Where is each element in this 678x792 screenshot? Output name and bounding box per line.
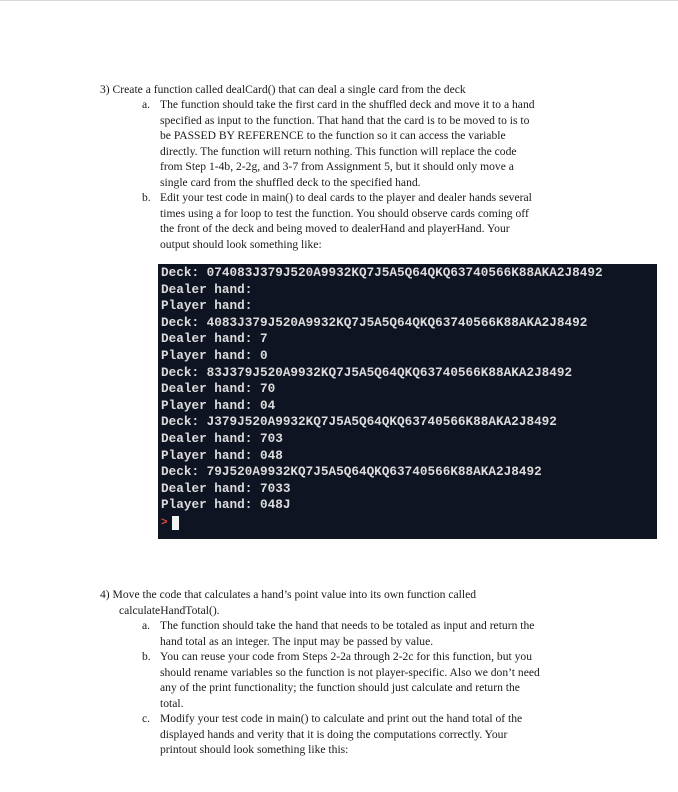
text-line: You can reuse your code from Steps 2-2a through 2-2c for this function, but you [160, 650, 533, 663]
item-4c-text [160, 711, 522, 758]
cursor-icon [172, 516, 179, 530]
item-3b-marker: b. [142, 191, 151, 204]
terminal-line: Dealer hand: 703 [161, 430, 283, 446]
item-3a-marker: a. [142, 98, 151, 111]
prompt-arrow-icon: > [161, 516, 168, 529]
text-line: single card from the shuffled deck to the specified hand. [160, 175, 421, 189]
item-4b-marker: b. [142, 650, 151, 663]
terminal-line: Deck: 83J379J520A9932KQ7J5A5Q64QKQ63740566K88AKA2J8492 [161, 364, 573, 380]
text-line: The function should take the first card in the shuffled deck and move it to a hand [160, 98, 535, 111]
text-line: directly. The function will return nothing. This function will replace the code [160, 144, 517, 158]
text-line: specified as input to the function. That hand that the card is to be moved to is to [160, 113, 530, 127]
text-line: the front of the deck and being moved to dealerHand and playerHand. Your [160, 222, 510, 236]
terminal-line: Dealer hand: 7033 [161, 480, 291, 496]
text-line: be PASSED BY REFERENCE to the function so it can access the variable [160, 129, 506, 143]
item-4a-marker: a. [142, 619, 151, 632]
terminal-line: Player hand: 04 [161, 397, 276, 413]
text-line: The function should take the hand that needs to be totaled as input and return the [160, 619, 535, 632]
text-line: hand total as an integer. The input may be passed by value. [160, 634, 434, 648]
text-line: any of the print functionality; the function should just calculate and return the [160, 681, 520, 695]
section-3-heading: 3) Create a function called dealCard() that can deal a single card from the deck [100, 83, 466, 96]
page-top-border [0, 0, 678, 1]
text-line: total. [160, 696, 184, 710]
item-4a-text [160, 618, 534, 649]
terminal-line: Player hand: 048 [161, 447, 283, 463]
text-line: displayed hands and verity that it is doing the computations correctly. Your [160, 727, 508, 741]
terminal-line: Deck: 79J520A9932KQ7J5A5Q64QKQ63740566K88AKA2J8492 [161, 464, 542, 480]
item-3b-text [160, 190, 532, 252]
text-line: times using a for loop to test the function. You should observe cards coming off [160, 206, 529, 220]
terminal-line: Deck: 4083J379J520A9932KQ7J5A5Q64QKQ63740566K88AKA2J8492 [161, 314, 588, 330]
terminal-line: Deck: J379J520A9932KQ7J5A5Q64QKQ63740566K88AKA2J8492 [161, 414, 557, 430]
terminal-line: Dealer hand: [161, 281, 253, 297]
terminal-line: Deck: 074083J379J520A9932KQ7J5A5Q64QKQ63740566K88AKA2J8492 [161, 265, 603, 280]
section-4-heading [100, 587, 476, 618]
item-4b-text [160, 649, 540, 711]
terminal-line: Player hand: [161, 298, 253, 314]
text-line: output should look something like: [160, 237, 322, 251]
terminal-output [158, 264, 657, 539]
text-line: Edit your test code in main() to deal cards to the player and dealer hands several [160, 191, 532, 204]
terminal-line: Player hand: 0 [161, 347, 268, 363]
text-line: should rename variables so the function is not player-specific. Also we don’t need [160, 665, 540, 679]
text-line: from Step 1-4b, 2-2g, and 3-7 from Assignment 5, but it should only move a [160, 160, 514, 174]
text-line: Modify your test code in main() to calculate and print out the hand total of the [160, 712, 523, 725]
terminal-line: Player hand: 048J [161, 497, 291, 513]
item-4c-marker: c. [142, 712, 151, 725]
heading-line: 4) Move the code that calculates a hand’s point value into its own function called [100, 588, 477, 601]
terminal-prompt[interactable] [161, 514, 657, 532]
terminal-line: Dealer hand: 7 [161, 331, 268, 347]
terminal-line: Dealer hand: 70 [161, 381, 276, 397]
text-line: printout should look something like this: [160, 743, 349, 757]
item-3a-text [160, 97, 535, 191]
heading-line: calculateHandTotal(). [119, 603, 220, 617]
